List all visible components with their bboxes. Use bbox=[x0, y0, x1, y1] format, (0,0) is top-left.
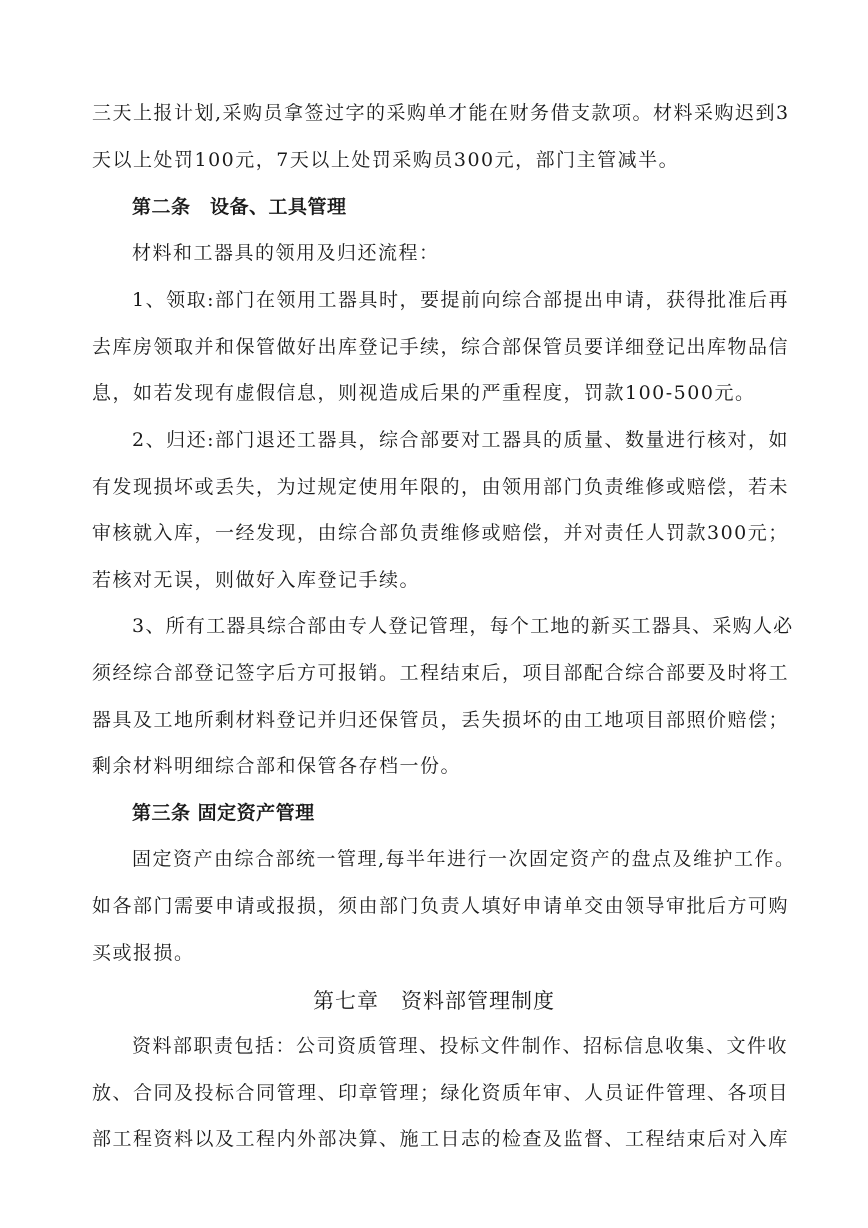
body-text-line: 息，如若发现有虚假信息，则视造成后果的严重程度，罚款100-500元。 bbox=[92, 382, 756, 404]
body-text-line: 2、归还:部门退还工器具，综合部要对工器具的质量、数量进行核对，如 bbox=[132, 429, 789, 451]
body-text-line: 部工程资料以及工程内外部决算、施工日志的检查及监督、工程结束后对入库 bbox=[92, 1128, 790, 1150]
body-text-line: 如各部门需要申请或报损，须由部门负责人填好申请单交由领导审批后方可购 bbox=[92, 895, 790, 917]
body-text-line: 天以上处罚100元，7天以上处罚采购员300元，部门主管减半。 bbox=[92, 149, 680, 171]
body-text-line: 器具及工地所剩材料登记并归还保管员，丢失损坏的由工地项目部照价赔偿； bbox=[92, 709, 790, 731]
body-text-line: 若核对无误，则做好入库登记手续。 bbox=[92, 569, 421, 591]
body-text-line: 材料和工器具的领用及归还流程： bbox=[132, 242, 440, 264]
body-text-line: 三天上报计划,采购员拿签过字的采购单才能在财务借支款项。材料采购迟到3 bbox=[92, 102, 790, 124]
body-text-line: 剩余材料明细综合部和保管各存档一份。 bbox=[92, 755, 462, 777]
body-text-line: 须经综合部登记签字后方可报销。工程结束后，项目部配合综合部要及时将工 bbox=[92, 662, 790, 684]
body-text-line: 1、领取:部门在领用工器具时，要提前向综合部提出申请，获得批准后再 bbox=[132, 289, 789, 311]
body-text-line: 去库房领取并和保管做好出库登记手续，综合部保管员要详细登记出库物品信 bbox=[92, 336, 790, 358]
body-text-line: 审核就入库，一经发现，由综合部负责维修或赔偿，并对责任人罚款300元； bbox=[92, 522, 789, 544]
section-heading-article-2: 第二条 设备、工具管理 bbox=[132, 196, 347, 218]
chapter-heading: 第七章 资料部管理制度 bbox=[313, 989, 555, 1013]
body-text-line: 买或报损。 bbox=[92, 942, 195, 964]
body-text-line: 3、所有工器具综合部由专人登记管理，每个工地的新买工器具、采购人必 bbox=[132, 615, 794, 637]
body-text-line: 有发现损坏或丢失，为过规定使用年限的，由领用部门负责维修或赔偿，若未 bbox=[92, 476, 790, 498]
body-text-line: 固定资产由综合部统一管理,每半年进行一次固定资产的盘点及维护工作。 bbox=[132, 848, 796, 870]
body-text-line: 放、合同及投标合同管理、印章管理；绿化资质年审、人员证件管理、各项目 bbox=[92, 1082, 790, 1104]
section-heading-article-3: 第三条 固定资产管理 bbox=[132, 802, 315, 824]
body-text-line: 资料部职责包括：公司资质管理、投标文件制作、招标信息收集、文件收 bbox=[132, 1035, 789, 1057]
